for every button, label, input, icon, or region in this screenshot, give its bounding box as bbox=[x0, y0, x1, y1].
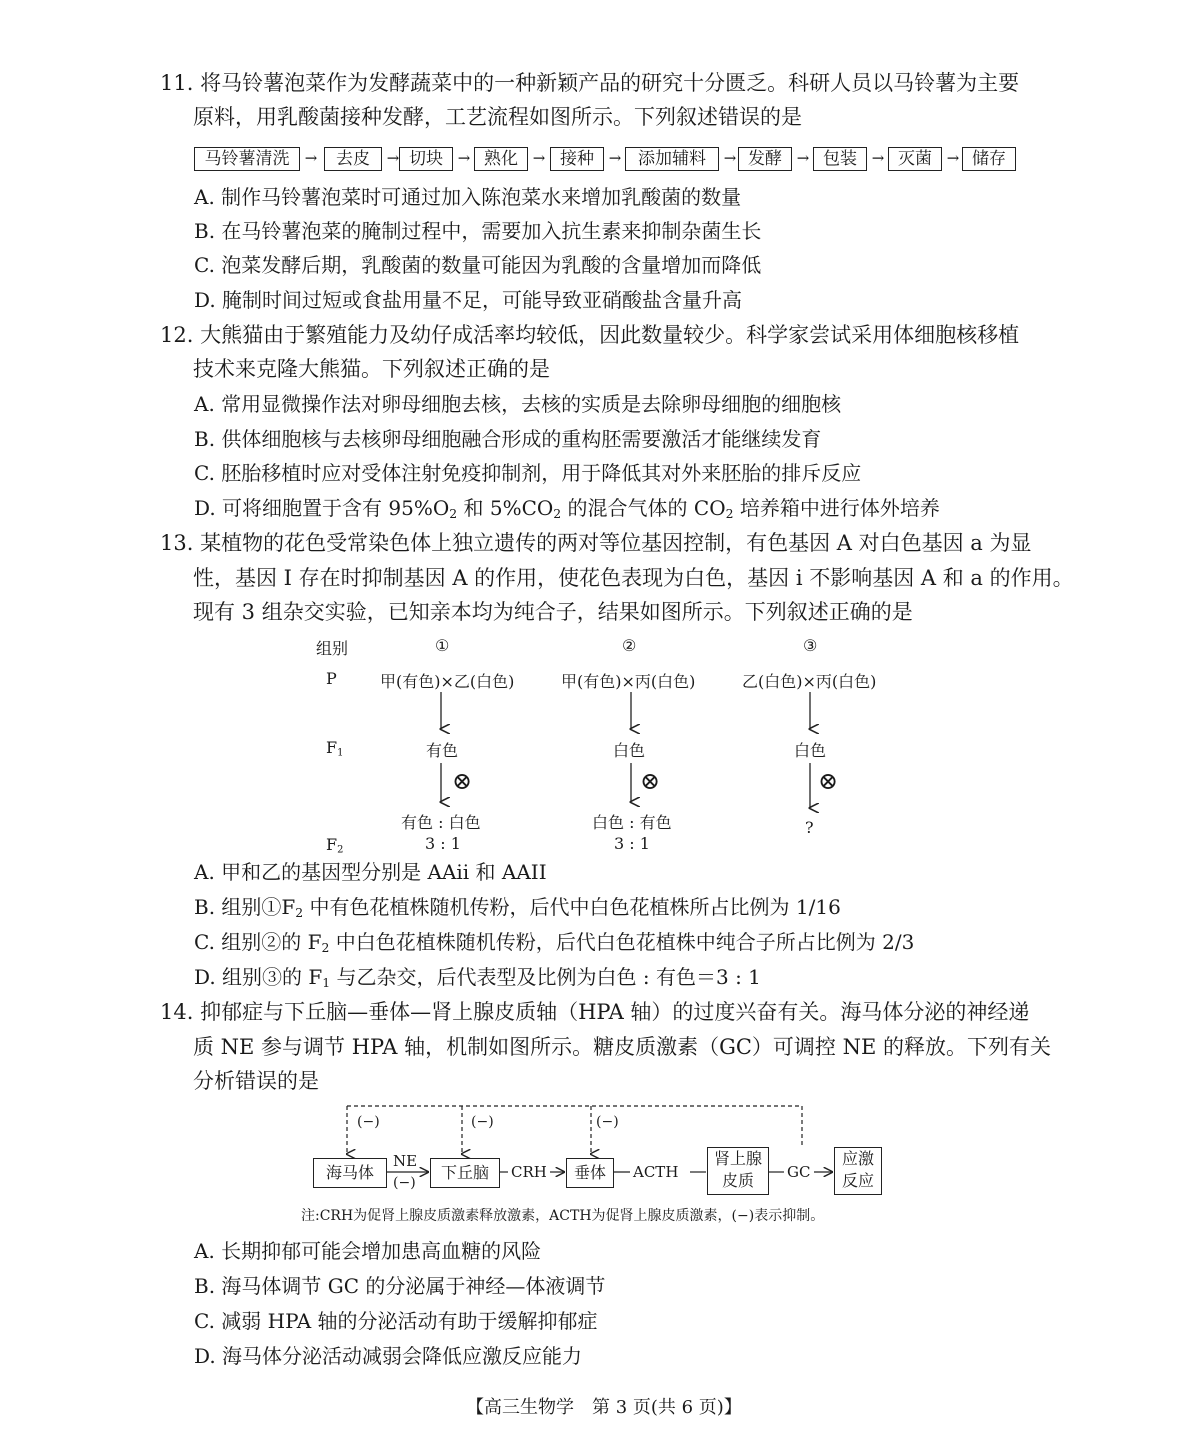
q11-option-c: C. 泡菜发酵后期，乳酸菌的数量可能因为乳酸的含量增加而降低 bbox=[194, 253, 762, 277]
q12-option-b: B. 供体细胞核与去核卵母细胞融合形成的重构胚需要激活才能继续发育 bbox=[194, 427, 822, 451]
flow-arrow-icon: → bbox=[532, 149, 546, 167]
q13-option-d: D. 组别③的 $F_1$ 与乙杂交，后代表型及比例为白色 : 有色＝3 : 1 bbox=[194, 965, 761, 991]
ne-label: NE bbox=[393, 1152, 418, 1170]
flow-step: 熟化 bbox=[474, 147, 528, 171]
row-label-f1: $F_1$ bbox=[326, 738, 344, 759]
q14-stem-line3: 分析错误的是 bbox=[193, 1069, 319, 1093]
group-ratio: 3 : 1 bbox=[425, 834, 461, 853]
flow-step: 接种 bbox=[550, 147, 604, 171]
q12-option-d: D. 可将细胞置于含有 $95\%O_2$ 和 $5\%CO_2$ 的混合气体的 $CO_2$ 培养箱中进行体外培养 bbox=[194, 496, 940, 522]
ne-inhibit-label: (−) bbox=[393, 1175, 416, 1191]
q13-stem-line1: 13. 某植物的花色受常染色体上独立遗传的两对等位基因控制，有色基因 A 对白色基因 a 为显 bbox=[160, 531, 1032, 555]
group-f2: 有色 : 白色 bbox=[401, 813, 481, 832]
flow-step: 发酵 bbox=[738, 147, 792, 171]
node-adrenal-cortex bbox=[707, 1147, 769, 1195]
q14-option-a: A. 长期抑郁可能会增加患高血糖的风险 bbox=[194, 1239, 542, 1263]
node-hypothalamus: 下丘脑 bbox=[430, 1158, 500, 1188]
inhibit-label: (−) bbox=[357, 1114, 380, 1130]
flow-arrow-icon: → bbox=[796, 149, 810, 167]
node-stress-response bbox=[834, 1147, 882, 1195]
flow-arrow-icon: → bbox=[457, 149, 471, 167]
page-footer: 【高三生物学 第 3 页(共 6 页)】 bbox=[466, 1397, 742, 1418]
flow-arrow-icon: → bbox=[608, 149, 622, 167]
selfing-icon: ⊗ bbox=[818, 767, 839, 795]
group-number: ③ bbox=[803, 636, 818, 655]
row-label-p: P bbox=[326, 669, 337, 688]
group-f1: 白色 bbox=[794, 741, 827, 760]
group-parents: 甲(有色)×丙(白色) bbox=[561, 672, 696, 691]
q13-stem-line3: 现有 3 组杂交实验，已知亲本均为纯合子，结果如图所示。下列叙述正确的是 bbox=[193, 600, 913, 624]
q13-option-c: C. 组别②的 $F_2$ 中白色花植株随机传粉，后代白色花植株中纯合子所占比例为 2/3 bbox=[194, 930, 915, 956]
q12-stem-line2: 技术来克隆大熊猫。下列叙述正确的是 bbox=[193, 357, 550, 381]
q14-option-c: C. 减弱 HPA 轴的分泌活动有助于缓解抑郁症 bbox=[194, 1309, 598, 1333]
inhibit-label: (−) bbox=[596, 1114, 619, 1130]
flow-step: 切块 bbox=[399, 147, 453, 171]
q14-stem-line2: 质 NE 参与调节 HPA 轴，机制如图所示。糖皮质激素（GC）可调控 NE 的释放。下列有关 bbox=[193, 1035, 1051, 1059]
flow-step: 马铃薯清洗 bbox=[194, 147, 300, 171]
q13-option-b: B. 组别$①F_2$ 中有色花植株随机传粉，后代中白色花植株所占比例为 1/16 bbox=[194, 895, 841, 921]
q11-option-b: B. 在马铃薯泡菜的腌制过程中，需要加入抗生素来抑制杂菌生长 bbox=[194, 219, 762, 243]
q14-option-d: D. 海马体分泌活动减弱会降低应激反应能力 bbox=[194, 1344, 583, 1368]
flow-arrow-icon: → bbox=[386, 149, 400, 167]
group-f1: 有色 bbox=[426, 741, 459, 760]
adrenal-label: 肾上腺 bbox=[713, 1149, 762, 1168]
q14-stem-line1: 14. 抑郁症与下丘脑—垂体—肾上腺皮质轴（HPA 轴）的过度兴奋有关。海马体分泌的神经递 bbox=[160, 1000, 1030, 1024]
crh-label: CRH bbox=[511, 1163, 547, 1181]
group-number: ① bbox=[435, 636, 450, 655]
flow-step: 添加辅料 bbox=[625, 147, 719, 171]
flow-step: 去皮 bbox=[324, 147, 382, 171]
row-label-f2: $F_2$ bbox=[326, 835, 344, 856]
flow-step: 储存 bbox=[962, 147, 1016, 171]
q12-option-a: A. 常用显微操作法对卵母细胞去核，去核的实质是去除卵母细胞的细胞核 bbox=[194, 392, 842, 416]
flow-arrow-icon: → bbox=[723, 149, 737, 167]
flow-step: 灭菌 bbox=[888, 147, 942, 171]
selfing-icon: ⊗ bbox=[452, 767, 473, 795]
diagram-note: 注:CRH为促肾上腺皮质激素释放激素，ACTH为促肾上腺皮质激素，(−)表示抑制。 bbox=[301, 1208, 825, 1224]
gc-label: GC bbox=[787, 1163, 811, 1181]
group-f2: ? bbox=[805, 818, 814, 837]
q13-option-a: A. 甲和乙的基因型分别是 AAii 和 AAII bbox=[194, 860, 547, 884]
q12-stem-line1: 12. 大熊猫由于繁殖能力及幼仔成活率均较低，因此数量较少。科学家尝试采用体细胞核移植 bbox=[160, 323, 1020, 347]
q11-option-d: D. 腌制时间过短或食盐用量不足，可能导致亚硝酸盐含量升高 bbox=[194, 288, 743, 312]
group-f2: 白色 : 有色 bbox=[592, 813, 672, 832]
q13-stem-line2: 性，基因 I 存在时抑制基因 A 的作用，使花色表现为白色，基因 i 不影响基因 A 和 a 的作用。 bbox=[193, 566, 1074, 590]
flow-arrow-icon: → bbox=[946, 149, 960, 167]
q12-option-c: C. 胚胎移植时应对受体注射免疫抑制剂，用于降低其对外来胚胎的排斥反应 bbox=[194, 461, 862, 485]
group-ratio: 3 : 1 bbox=[614, 834, 650, 853]
group-f1: 白色 bbox=[613, 741, 646, 760]
selfing-icon: ⊗ bbox=[640, 767, 661, 795]
response-label: 反应 bbox=[841, 1171, 874, 1190]
group-number: ② bbox=[622, 636, 637, 655]
q14-option-b: B. 海马体调节 GC 的分泌属于神经—体液调节 bbox=[194, 1274, 606, 1298]
q11-stem-line2: 原料，用乳酸菌接种发酵，工艺流程如图所示。下列叙述错误的是 bbox=[193, 105, 802, 129]
flow-arrow-icon: → bbox=[871, 149, 885, 167]
stress-label: 应激 bbox=[841, 1149, 874, 1168]
inhibit-label: (−) bbox=[471, 1114, 494, 1130]
row-label-group: 组别 bbox=[316, 639, 349, 658]
flow-arrow-icon: → bbox=[304, 149, 318, 167]
flow-step: 包装 bbox=[813, 147, 867, 171]
node-pituitary: 垂体 bbox=[566, 1158, 614, 1188]
node-hippocampus: 海马体 bbox=[313, 1158, 387, 1188]
acth-label: ACTH bbox=[633, 1163, 679, 1181]
cortex-label: 皮质 bbox=[721, 1171, 754, 1190]
q11-option-a: A. 制作马铃薯泡菜时可通过加入陈泡菜水来增加乳酸菌的数量 bbox=[194, 185, 742, 209]
group-parents: 甲(有色)×乙(白色) bbox=[380, 672, 515, 691]
q11-stem-line1: 11. 将马铃薯泡菜作为发酵蔬菜中的一种新颖产品的研究十分匮乏。科研人员以马铃薯为主要 bbox=[160, 71, 1020, 95]
group-parents: 乙(白色)×丙(白色) bbox=[742, 672, 877, 691]
